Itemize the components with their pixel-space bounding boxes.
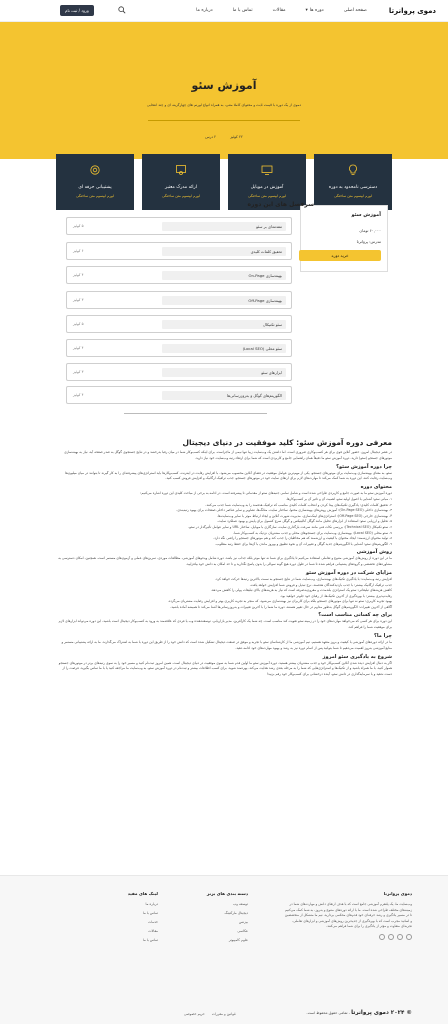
list-item: ۷. سئو محلی (Local SEO): بهینه‌سازی وب‌سایت برای جستجوهای محلی و جذب مشتریان نزدیک به کسب‌وکار شما. (233, 530, 392, 535)
footer-useful-links (98, 891, 158, 947)
feature-title: پشتیبانی حرفه ای (78, 185, 112, 190)
chevron-down-icon: ▾ (305, 8, 308, 13)
hero-divider (148, 120, 300, 121)
feature-title: ارائه مدرک معتبر (165, 185, 197, 190)
footer-link[interactable]: خدمات (148, 920, 158, 924)
list-item: ۸. تولید محتوای ارزشمند: ایجاد محتوای با کیفیت و ارزشمند که هم مخاطبان را جذب کند و هم موتورهای جستجو را راضی نگه دارد. (213, 536, 392, 541)
list-item: ۲. تحقیق کلمات کلیدی: یادگیری تکنیک‌های پیدا کردن و انتخاب کلمات کلیدی مناسب که ترافیک هدفمند را به وب‌سایت شما جذب می‌کنند. (205, 502, 392, 507)
lesson-row[interactable] (66, 266, 292, 284)
lesson-row[interactable] (66, 339, 292, 357)
site-footer (0, 875, 448, 1024)
legal-links (184, 1012, 236, 1016)
feature-desc: لورم ایپسوم متن ساختگی (248, 194, 286, 198)
content-list (56, 497, 392, 547)
lesson-label: تحقیق کلمات کلیدی (162, 247, 286, 256)
menu-item-courses[interactable]: دوره ها ▾ (305, 8, 324, 13)
article-paragraph: ما در این دوره از روش‌های آموزشی متنوع و تعاملی استفاده می‌کنیم تا یادگیری برای شما نه تنها موثر بلکه جذاب نیز باشد. دوره شامل ویدئوهای آموزشی، مطالعات موردی، تمرین‌های عملی و آزمون‌های مستمر است. همچنین، امکان دسترسی به مشاوره‌های تخصصی و گروه‌های پشتیبانی فراهم شده تا شما در طول دوره هیچ گونه سوالی را بدون پاسخ نگذارید و تا حد امکان به دانش خود بیافزایید. (58, 556, 392, 567)
course-price: ۶۰,۰۰۰ تومان (359, 228, 381, 233)
list-item: ۵. تحلیل و ارزیابی سئو: استفاده از ابزارهای تحلیل مانند گوگل آنالیتیکس و گوگل سرچ کنسول برای پایش و بهبود عملکرد سایت. (217, 519, 392, 524)
footer-link[interactable]: تماس با ما (142, 911, 158, 915)
top-navbar (0, 0, 448, 22)
hero-section (0, 22, 448, 198)
lesson-quiz-count: ۵ کوئیز (73, 224, 84, 228)
lesson-label: سئو محلی (Local SEO) (162, 344, 286, 353)
footer-link[interactable]: مقالات (148, 929, 158, 933)
benefits-list (56, 577, 392, 611)
article-subheading: چرا ما؟ (373, 633, 392, 640)
login-button[interactable]: ورود / ثبت نام (60, 5, 94, 16)
outline-title: سرفصل های این دوره (247, 201, 314, 208)
article-paragraph: سئو، به معنای بهینه‌سازی وب‌سایت برای موتورهای جستجو، یکی از مهم‌ترین عوامل موفقیت در فضای آنلاین محسوب می‌شود. با افزایش رقابت در اینترنت، کسب‌وکارها باید استراتژی‌های پیشرفته‌ای را به کار گیرند تا بتوانند در میان میلیون‌ها وب‌سایت رقابت کنند. این دوره به شما کمک می‌کند تا مهارت‌های لازم برای ارتقای سایت خود در موتورهای جستجو، جذب ترافیک ارگانیک و افزایش فروش کسب کنید. (65, 470, 392, 481)
lesson-quiz-count: ۵ کوئیز (73, 322, 84, 326)
article-subheading: روش آموزشی (356, 549, 392, 556)
copyright (306, 1010, 412, 1016)
rating-label: ۲۲ کوئیز (230, 135, 243, 139)
footer-about (284, 891, 412, 940)
menu-item-about[interactable]: درباره ما (196, 8, 213, 13)
section-divider (124, 413, 267, 414)
lesson-quiz-count: ۶ کوئیز (73, 249, 84, 253)
main-menu (196, 8, 367, 13)
social-links (284, 934, 412, 940)
instagram-icon[interactable] (388, 934, 394, 940)
list-item: ۹. الگوریتم‌های سئو: آشنایی با الگوریتم‌های جدید گوگل و تغییرات آن و نحوه تطبیق و بهروز ماندن با آن‌ها برای حفظ رتبه مطلوب. (215, 541, 392, 546)
search-icon[interactable] (118, 6, 126, 14)
lesson-label: سئو تکنیکال (162, 320, 286, 329)
footer-categories (188, 891, 248, 947)
lesson-row[interactable] (66, 315, 292, 333)
copyright-brand: © ۲۰۲۴ دموی پروانرتا (351, 1010, 412, 1016)
list-item: ۶. سئو تکنیکال (Technical SEO): بررسی نکات فنی مانند سرعت بارگذاری سایت، سازگاری با موبایل، ساختار URL و سایر عوامل تأثیرگذار در سئو. (188, 524, 392, 529)
list-item: افزایش رتبه وب‌سایت: با یادگیری تکنیک‌های بهینه‌سازی، وب‌سایت شما در نتایج جستجو به سمت بالاترین رتبه‌ها حرکت خواهد کرد. (214, 576, 392, 581)
menu-item-home[interactable]: صفحه اصلی (343, 8, 367, 13)
list-item: ۳. بهینه‌سازی داخلی (On-Page SEO): آموزش روش‌های بهینه‌سازی محتوا، ساختار سایت، متاتگ‌ها، تصاویر و سایر عناصر داخلی صفحات برای بهبود رتبه‌بندی. (176, 508, 392, 513)
article-paragraph: در عصر دیجیتال امروز، حضور آنلاین قوی برای هر کسب‌وکاری ضروری است. اما داشتن یک وب‌سایت زیبا تنها نیمی از ماجراست. برای اینکه کسب‌وکار شما در میان رقبا بدرخشد و در نتایج جستجوی گوگل به صدر صفحه آید، نیاز به بهینه‌سازی موتورهای جستجو (سئو) دارید. دوره آموزش سئو ما دقیقاً همان راهنمایی جامع و کاربردی است که شما برای ارتقاء رتبه وب‌سایت خود نیاز دارید. (64, 450, 392, 460)
article-subheading: شروع به یادگیری سئو امروز (322, 653, 392, 660)
article-subheading: مزایای شرکت در دوره آموزش سئو (306, 569, 392, 576)
footer-col-title: لینک های مفید (127, 891, 158, 896)
copyright-rights: - تمامی حقوق محفوظ است. (306, 1011, 350, 1015)
footer-link[interactable]: توسعه وب (233, 902, 248, 906)
facebook-icon[interactable] (406, 934, 412, 940)
lesson-quiz-count: ۴ کوئیز (73, 346, 84, 350)
list-item: بهبود تجربه کاربری: سئو نه تنها برای موتورهای جستجو بلکه برای کاربران نیز بهینه‌سازی می‌شود، که منجر به تجربه کاربری بهتر و افزایش رضایت مشتریان می‌گردد. (167, 599, 392, 604)
list-item: جذب ترافیک ارگانیک بیشتر: با جذب بازدیدکنندگان هدفمند، نرخ تبدیل و فروش شما افزایش خواهد یافت. (249, 582, 392, 587)
course-card-title: آموزش سئو (351, 212, 381, 218)
article-subheading: برای چه کسانی مناسب است؟ (318, 612, 392, 619)
article-paragraph: این دوره برای هر کسی که می‌خواهد مهارت‌های خود را در زمینه سئو تقویت کند مناسب است. چه شما یک کارآفرین، مدیر بازاریابی، توسعه‌دهنده وب یا فردی که علاقه‌مند به ورود به کسب‌وکار دیجیتال است باشید، این دوره می‌تواند ابزارهای لازم برای موفقیت شما را فراهم کند. (58, 619, 392, 630)
footer-about-title: دموی پروانرتا (383, 891, 412, 896)
linkedin-icon[interactable] (379, 934, 385, 940)
certificate-icon (175, 164, 187, 176)
lesson-quiz-count: ۴ کوئیز (73, 393, 84, 397)
lesson-row[interactable] (66, 386, 292, 404)
lesson-quiz-count: ۳ کوئیز (73, 298, 84, 302)
list-item: ۴. بهینه‌سازی خارجی (Off-Page SEO): استراتژی‌های لینک‌سازی، مدیریت شهرت آنلاین و ایجاد ارتباط موثر با سایر وب‌سایت‌ها. (216, 513, 392, 518)
menu-item-contact[interactable]: تماس با ما (232, 8, 253, 13)
course-purchase-card (300, 205, 388, 272)
lesson-row[interactable] (66, 242, 292, 260)
article-paragraph: اگر به دنبال افزایش دیده شدن آنلاین کسب‌وکار خود و جذب مشتریان بیشتر هستید، دوره آموزش سئو ما اولین قدم شما به سوی موفقیت در دنیای دیجیتال است. همین امروز ثبت‌نام کنید و مسیر خود را به سوی رتبه‌های برتر در موتورهای جستجو هموار کنید. با ما همراه باشید و از تکنیک‌ها و استراتژی‌هایی که شما را به مرحله بعدی رشد هدایت می‌کند، بهره‌مند شوید. برای کسب اطلاعات بیشتر و ثبت‌نام در دوره آموزش سئو، به وب‌سایت ما مراجعه کنید یا با ما تماس بگیرید. فرصت را از دست ندهید و با سرمایه‌گذاری در دانش سئو، آینده درخشانی برای کسب‌وکار خود رقم بزنید! (58, 660, 392, 677)
footer-link[interactable]: تماس با ما (142, 938, 158, 942)
feature-desc: لورم ایپسوم متن ساختگی (162, 194, 200, 198)
article-paragraph: دوره آموزش سئو ما به صورت جامع و کاربردی طراحی شده است و شامل تمامی جنبه‌های سئو از مقدماتی تا پیشرفته است. در ادامه به برخی از مباحث کلیدی این دوره اشاره می‌کنیم: (140, 491, 392, 496)
article-heading: معرفی دوره آموزش سئو: کلید موفقیت در دنیای دیجیتال (182, 438, 392, 447)
privacy-link[interactable]: حریم خصوصی (184, 1012, 205, 1016)
page-title: آموزش سئو (191, 79, 257, 92)
feature-card-unlimited (314, 154, 392, 210)
hero-meta (0, 135, 448, 139)
support-icon (89, 164, 101, 176)
terms-link[interactable]: قوانین و مقررات (211, 1012, 236, 1016)
lesson-row[interactable] (66, 217, 292, 235)
lesson-label: ابزارهای سئو (162, 368, 286, 377)
course-teacher: مدرس: پروانرتا (356, 239, 381, 244)
menu-item-articles[interactable]: مقالات (272, 8, 286, 13)
feature-desc: لورم ایپسوم متن ساختگی (76, 194, 114, 198)
footer-link[interactable]: عکاسی (237, 929, 248, 933)
list-item: رقابت‌پذیری بیشتر: با بهره‌گیری از آخرین تکنیک‌ها، از رقبای خود جلوتر خواهید بود. (279, 593, 392, 598)
lightbulb-icon (347, 164, 359, 176)
footer-link[interactable]: علوم کامپیوتر (228, 938, 248, 942)
lesson-row[interactable] (66, 291, 292, 309)
lesson-quiz-count: ۳ کوئیز (73, 370, 84, 374)
article-paragraph: ما در ارائه دوره‌های آموزشی با کیفیت و بروز متعهد هستیم. تیم آموزشی ما از کارشناسان سئو با تجربه و موفق در صنعت دیجیتال تشکیل شده است که دانش خود را از طریق این دوره با شما به اشتراک می‌گذارند. ما به ارائه پشتیبانی مستمر و منابع آموزشی به‌روز اهمیت می‌دهیم تا شما بتوانید پس از اتمام دوره نیز به رشد و بهبود مهارت‌های خود ادامه دهید. (61, 640, 392, 650)
feature-card-support (56, 154, 134, 210)
article-subheading: محتوای دوره (360, 484, 392, 491)
footer-link[interactable]: درباره ما (145, 902, 158, 906)
footer-about-text: وب‌سایت ما، یک پلتفرم آموزشی جامع است که با هدف ارتقای دانش و مهارت‌های شما در زمینه‌های مختلف طراحی شده است. ما با ارائه دوره‌های متنوع و به‌روز، به شما کمک می‌کنیم تا در مسیر یادگیری و رشد حرفه‌ای خود قدم‌های محکمی بردارید. تیم ما متشکل از متخصصین و اساتید مجرب است که با بهره‌گیری از جدیدترین روش‌های آموزشی و ابزارهای تعاملی، تجربه‌ای متفاوت و مؤثر از یادگیری را برای شما فراهم می‌کنند. (284, 902, 412, 929)
buy-course-button[interactable]: خرید دوره (299, 250, 381, 261)
feature-title: آموزش در موبایل (250, 185, 284, 190)
footer-link[interactable]: دیجیتال مارکتینگ (224, 911, 248, 915)
footer-col-title: دسته بندی های برتر (206, 891, 248, 896)
list-item: کاهش هزینه‌های تبلیغاتی: سئو یک استراتژی بلندمدت و مقرون‌به‌صرفه است که نیاز به هزینه‌های بالای تبلیغات پولی را کاهش می‌دهد. (210, 588, 392, 593)
monitor-icon (261, 164, 273, 176)
students-label: ۲ درس (205, 135, 217, 139)
course-article (56, 438, 392, 678)
lesson-quiz-count: ۴ کوئیز (73, 273, 84, 277)
feature-title: دسترسی نامحدود به دوره (328, 185, 378, 190)
list-item: ۱. مبانی سئو: آشنایی با اصول اولیه سئو، اهمیت آن و تاثیر آن بر کسب‌وکارها. (285, 496, 392, 501)
twitter-icon[interactable] (397, 934, 403, 940)
site-logo[interactable]: دموی پروانرتا (388, 6, 436, 15)
lesson-label: مقدمه‌ای بر سئو (162, 222, 286, 231)
lesson-label: بهینه‌سازی On-Page (162, 271, 286, 280)
hero-description: دموی از یک دوره با قیمت ثابت و محتوای کاملا متنی، به همراه انواع لورنم های چهارگزینه ای و چند انتخابی (146, 103, 302, 107)
lesson-row[interactable] (66, 363, 292, 381)
list-item: آگاهی از آخرین تغییرات: الگوریتم‌های گوگل به‌طور مداوم در حال تغییر هستند. دوره ما شما را با آخرین تغییرات و به‌روزرسانی‌ها آشنا می‌کند تا همیشه آماده باشید. (170, 604, 392, 609)
footer-link[interactable]: بیزنس (238, 920, 248, 924)
article-subheading: چرا دوره آموزش سئو؟ (336, 463, 392, 470)
feature-desc: لورم ایپسوم متن ساختگی (334, 194, 372, 198)
lesson-label: بهینه‌سازی Off-Page (162, 296, 286, 305)
lesson-label: الگوریتم‌های گوگل و به‌روزرسانی‌ها (162, 391, 286, 400)
